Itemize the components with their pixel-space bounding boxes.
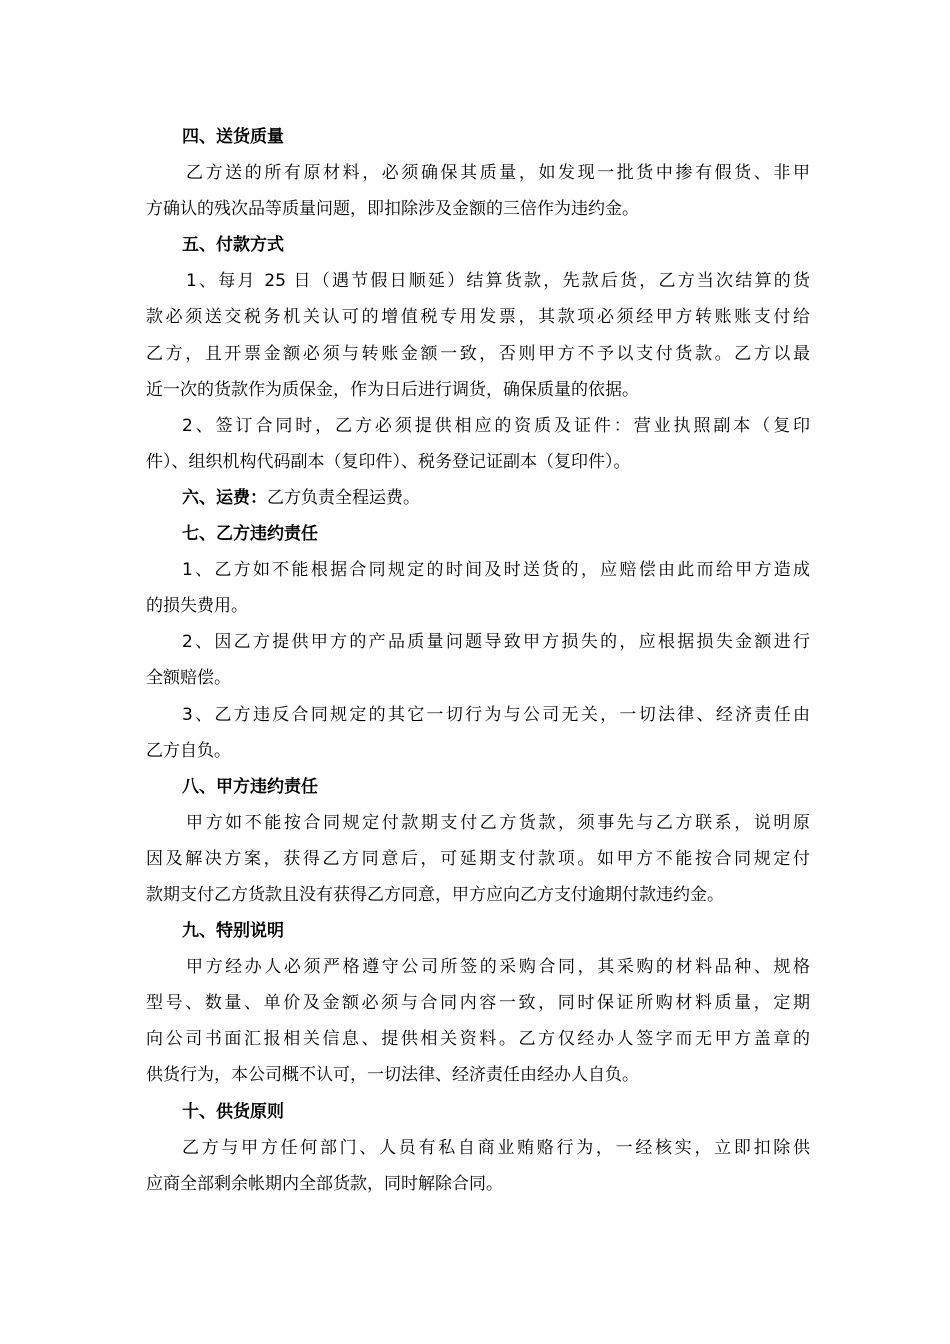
paragraph-line: 1、乙方如不能根据合同规定的时间及时送货的，应赔偿由此而给甲方造成 (182, 560, 810, 581)
paragraph-line: 乙方自负。 (146, 740, 231, 761)
paragraph-line: 乙方与甲方任何部门、人员有私自商业贿赂行为，一经核实，立即扣除供 (182, 1137, 810, 1158)
paragraph-line: 因及解决方案，获得乙方同意后，可延期支付款项。如甲方不能按合同规定付 (146, 848, 810, 869)
paragraph-line: 方确认的残次品等质量问题，即扣除涉及金额的三倍作为违约金。 (146, 199, 639, 220)
paragraph-line: 型号、数量、单价及金额必须与合同内容一致，同时保证所购材料质量，定期 (146, 993, 810, 1014)
paragraph-line: 2、因乙方提供甲方的产品质量问题导致甲方损失的，应根据损失金额进行 (182, 632, 810, 653)
section-heading-supplier-liability: 七、乙方违约责任 (182, 524, 318, 545)
section-heading-payment: 五、付款方式 (182, 235, 284, 256)
paragraph-line: 乙方，且开票金额必须与转账金额一致，否则甲方不予以支付货款。乙方以最 (146, 343, 810, 364)
paragraph-line: 向公司书面汇报相关信息、提供相关资料。乙方仅经办人签字而无甲方盖章的 (146, 1029, 810, 1050)
paragraph-line: 乙方送的所有原材料，必须确保其质量，如发现一批货中掺有假货、非甲 (186, 163, 810, 184)
paragraph-line: 甲方如不能按合同规定付款期支付乙方货款，须事先与乙方联系，说明原 (186, 812, 810, 833)
section-freight (146, 480, 810, 516)
paragraph-line: 3、乙方违反合同规定的其它一切行为与公司无关，一切法律、经济责任由 (182, 704, 810, 725)
paragraph-line: 近一次的货款作为质保金，作为日后进行调货，确保质量的依据。 (146, 379, 639, 400)
section-heading-freight: 六、运费： (182, 487, 267, 508)
paragraph-line: 甲方经办人必须严格遵守公司所签的采购合同，其采购的材料品种、规格 (186, 957, 810, 978)
paragraph-line: 件）、组织机构代码副本（复印件）、税务登记证副本（复印件）。 (146, 451, 631, 472)
paragraph-line: 1、每月 25 日（遇节假日顺延）结算货款，先款后货，乙方当次结算的货 (186, 271, 810, 292)
section-heading-special-notes: 九、特别说明 (182, 921, 284, 942)
document-body (146, 119, 810, 1202)
freight-text: 乙方负责全程运费。 (267, 487, 420, 508)
section-heading-supply-principles: 十、供货原则 (182, 1101, 284, 1122)
paragraph-line: 2、签订合同时，乙方必须提供相应的资质及证件：营业执照副本（复印 (182, 415, 810, 436)
paragraph-line: 的损失费用。 (146, 596, 248, 617)
paragraph-line: 供货行为，本公司概不认可，一切法律、经济责任由经办人自负。 (146, 1065, 639, 1086)
paragraph-line: 款必须送交税务机关认可的增值税专用发票，其款项必须经甲方转账账支付给 (146, 307, 810, 328)
paragraph-line: 款期支付乙方货款且没有获得乙方同意，甲方应向乙方支付逾期付款违约金。 (146, 884, 724, 905)
paragraph-line: 应商全部剩余帐期内全部货款，同时解除合同。 (146, 1173, 503, 1194)
paragraph-line: 全额赔偿。 (146, 668, 231, 689)
section-heading-quality: 四、送货质量 (182, 127, 284, 147)
section-heading-buyer-liability: 八、甲方违约责任 (182, 776, 318, 797)
